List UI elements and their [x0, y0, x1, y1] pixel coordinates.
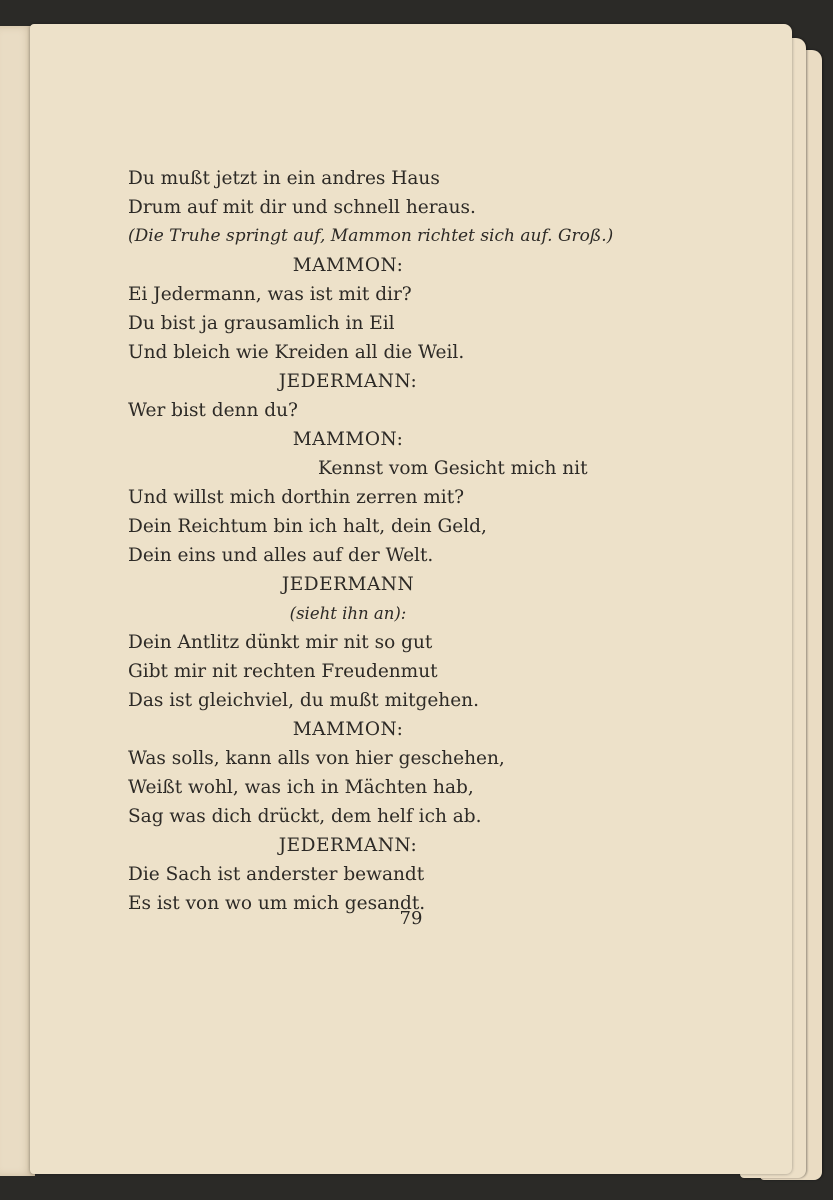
speaker-name: MAMMON: [292, 429, 404, 450]
verse-line: Ei Jedermann, was ist mit dir? [128, 284, 412, 305]
stage-direction: (Die Truhe springt auf, Mammon richtet sich auf. Groß.) [128, 226, 614, 246]
stage-direction: (sieht ihn an): [289, 604, 407, 623]
verse-line: Gibt mir nit rechten Freudenmut [128, 661, 438, 682]
verse-line: Wer bist denn du? [128, 400, 298, 421]
verse-line: Du mußt jetzt in ein andres Haus [128, 168, 440, 189]
speaker-name: JEDERMANN: [278, 371, 418, 392]
verse-line: Weißt wohl, was ich in Mächten hab, [128, 777, 474, 798]
verse-line: Das ist gleichviel, du mußt mitgehen. [128, 690, 479, 711]
verse-line: Die Sach ist anderster bewandt [128, 864, 425, 885]
verse-line: Es ist von wo um mich gesandt. [128, 893, 426, 914]
page-number: 79 [399, 908, 423, 929]
verse-line: Dein Antlitz dünkt mir nit so gut [128, 632, 433, 653]
verse-line: Und bleich wie Kreiden all die Weil. [128, 342, 465, 363]
verse-line: Sag was dich drückt, dem helf ich ab. [128, 806, 482, 827]
verse-line: Und willst mich dorthin zerren mit? [128, 487, 465, 508]
speaker-name: MAMMON: [292, 255, 404, 276]
speaker-name: JEDERMANN [281, 574, 415, 595]
speaker-name: MAMMON: [292, 719, 404, 740]
verse-line: Dein eins und alles auf der Welt. [128, 545, 434, 566]
verse-line: Du bist ja grausamlich in Eil [128, 313, 395, 334]
verse-text-block [128, 164, 648, 918]
speaker-name: JEDERMANN: [278, 835, 418, 856]
verse-line: Was solls, kann alls von hier geschehen, [128, 748, 505, 769]
book-page [30, 24, 792, 1174]
verse-line: Drum auf mit dir und schnell heraus. [128, 197, 476, 218]
verse-line: Dein Reichtum bin ich halt, dein Geld, [128, 516, 487, 537]
verse-line-indented: Kennst vom Gesicht mich nit [318, 458, 588, 479]
